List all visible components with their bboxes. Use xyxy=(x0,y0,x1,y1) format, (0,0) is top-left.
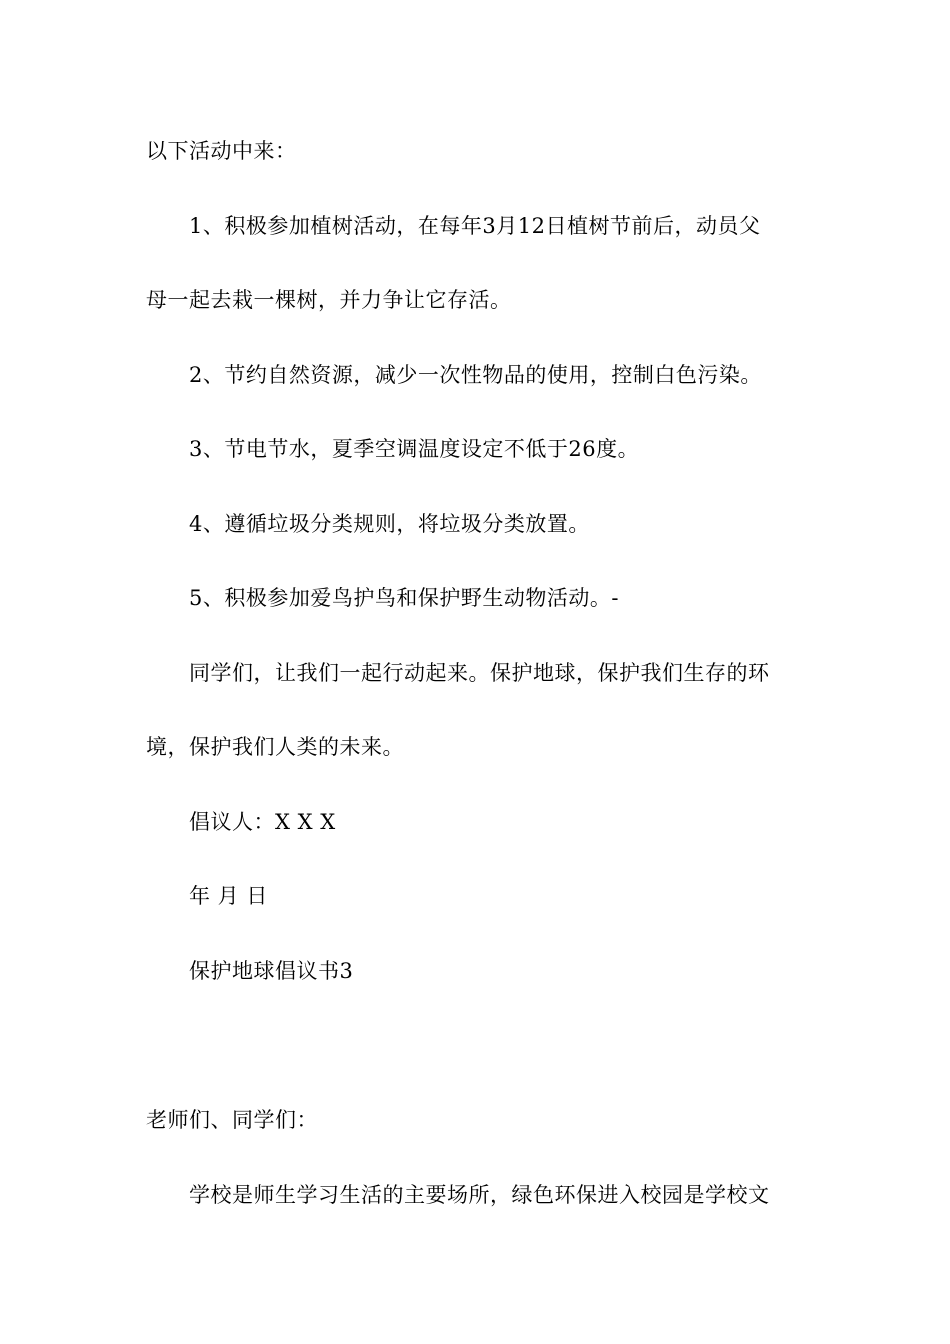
closing-paragraph-line-1: 同学们，让我们一起行动起来。保护地球，保护我们生存的环 xyxy=(189,661,770,685)
list-item-1-line-1: 1、积极参加植树活动，在每年3月12日植树节前后，动员父 xyxy=(189,214,761,238)
salutation: 老师们、同学们： xyxy=(146,1108,318,1132)
signature-line: 倡议人：X X X xyxy=(189,810,336,834)
list-item-1-line-2: 母一起去栽一棵树，并力争让它存活。 xyxy=(146,288,512,312)
section-title: 保护地球倡议书3 xyxy=(189,959,354,983)
list-item-2: 2、节约自然资源，减少一次性物品的使用，控制白色污染。 xyxy=(189,363,762,387)
list-item-4: 4、遵循垃圾分类规则，将垃圾分类放置。 xyxy=(189,512,590,536)
paragraph-intro-continuation: 以下活动中来： xyxy=(146,139,297,163)
closing-paragraph-line-2: 境，保护我们人类的未来。 xyxy=(146,735,404,759)
list-item-5: 5、积极参加爱鸟护鸟和保护野生动物活动。- xyxy=(189,586,619,610)
date-line: 年 月 日 xyxy=(189,884,268,908)
list-item-3: 3、节电节水，夏季空调温度设定不低于26度。 xyxy=(189,437,640,461)
body-paragraph-line-1: 学校是师生学习生活的主要场所，绿色环保进入校园是学校文 xyxy=(189,1183,770,1207)
